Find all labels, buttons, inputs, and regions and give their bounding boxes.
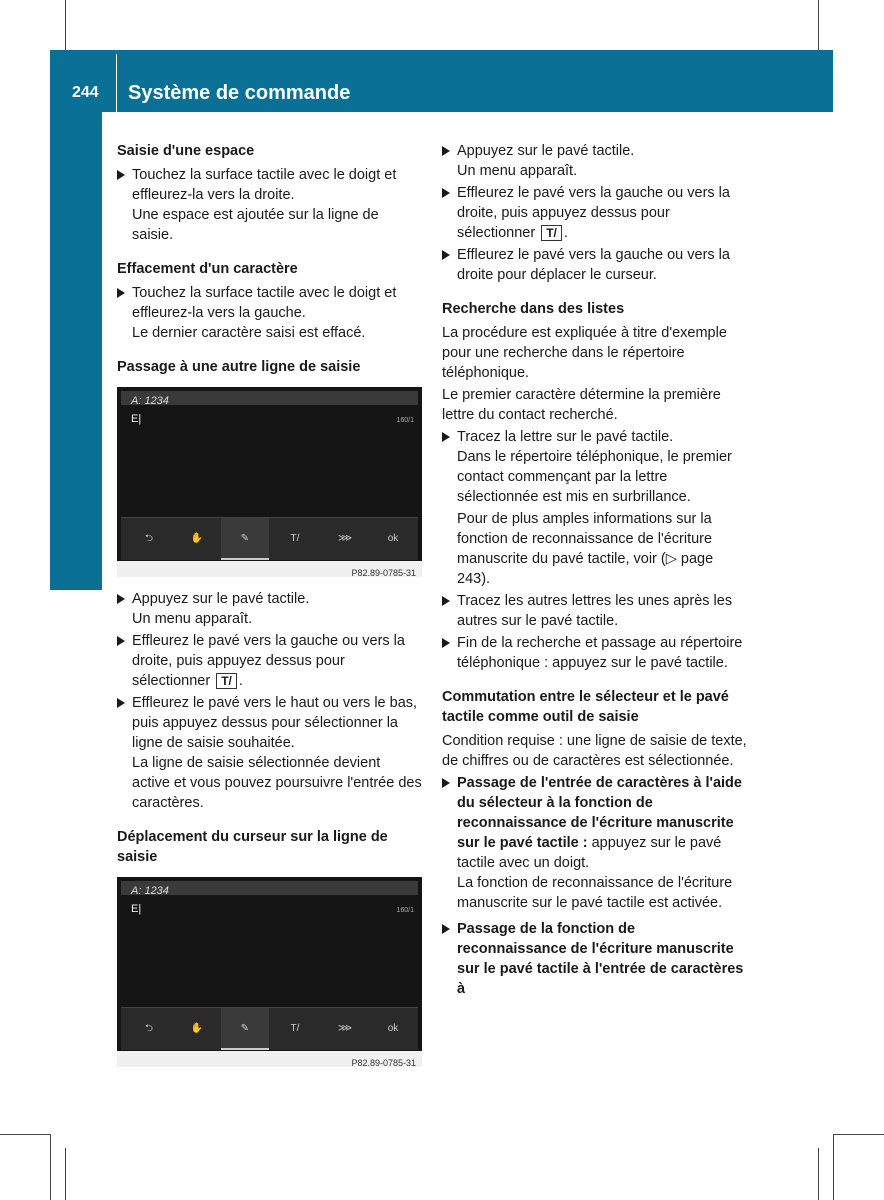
side-label: Audio 20/COMAND Online	[64, 280, 87, 528]
move-cursor-icon: ⋙	[337, 1023, 353, 1034]
back-icon: ⮌	[144, 533, 153, 544]
arrow-icon	[442, 146, 450, 156]
arrow-icon	[442, 250, 450, 260]
move-cursor-icon: ⋙	[337, 533, 353, 544]
step-text: Effleurez le pavé vers la gauche ou vers la droite pour déplacer le curseur.	[457, 247, 730, 283]
step	[117, 589, 422, 609]
step-text: Fin de la recherche et passage au répertoire téléphonique : appuyez sur le pavé tactile.	[457, 635, 743, 671]
result-text: Une espace est ajoutée sur la ligne de saisie.	[132, 207, 379, 243]
paragraph: La procédure est expliquée à titre d'exemple pour une recherche dans le répertoire téléphonique.	[442, 325, 727, 381]
input-mode-key: T/	[216, 673, 237, 689]
step	[442, 183, 748, 243]
back-icon: ⮌	[144, 1023, 153, 1034]
section-heading: Recherche dans des listes	[442, 301, 625, 317]
step-text: Effleurez le pavé vers le haut ou vers le bas, puis appuyez dessus pour sélectionner la ligne de saisie souhaitée.	[132, 695, 418, 751]
step-text: appuyez sur le pavé tactile avec un doigt.	[457, 835, 722, 871]
arrow-icon	[442, 596, 450, 606]
pen-icon: ✎	[221, 518, 269, 560]
arrow-icon	[117, 698, 125, 708]
section-heading: Déplacement du curseur sur la ligne de saisie	[117, 829, 388, 865]
crop-mark	[65, 1148, 66, 1200]
screen-image	[117, 877, 422, 1067]
step-text: Touchez la surface tactile avec le doigt et effleurez-la vers la droite.	[132, 167, 397, 203]
result-text: La fonction de reconnaissance de l'écriture manuscrite sur le pavé tactile est activée.	[457, 875, 733, 911]
arrow-icon	[442, 188, 450, 198]
step-text: Effleurez le pavé vers la gauche ou vers la droite, puis appuyez dessus pour sélectionner	[132, 633, 405, 689]
step	[442, 245, 748, 285]
result-text: La ligne de saisie sélectionnée devient active et vous pouvez poursuivre l'entrée des caractères.	[132, 755, 422, 811]
arrow-icon	[442, 924, 450, 934]
step-text: .	[238, 673, 243, 689]
step-text: Tracez la lettre sur le pavé tactile.	[457, 429, 674, 445]
hand-icon: ✋	[190, 533, 204, 544]
result-text: Un menu apparaît.	[457, 163, 578, 179]
input-mode-key: T/	[541, 225, 562, 241]
result-text: Un menu apparaît.	[132, 611, 253, 627]
crop-mark	[833, 1134, 884, 1135]
ok-button-label: ok	[387, 533, 399, 544]
crop-mark	[833, 1134, 834, 1200]
arrow-icon	[117, 594, 125, 604]
step-text: Appuyez sur le pavé tactile.	[132, 591, 310, 607]
result-text: Dans le répertoire téléphonique, le premier contact commençant par la lettre sélectionnée est mis en surbrillance.	[457, 449, 732, 505]
section-heading: Passage à une autre ligne de saisie	[117, 359, 361, 375]
input-field-label: A: 1234	[131, 885, 169, 897]
step	[442, 591, 748, 631]
arrow-icon	[442, 778, 450, 788]
crop-mark	[818, 0, 819, 50]
step-text: Tracez les autres lettres les unes après les autres sur le pavé tactile.	[457, 593, 733, 629]
hand-icon: ✋	[190, 1023, 204, 1034]
crop-mark	[65, 0, 66, 50]
step-bold-text: Passage de la fonction de reconnaissance de l'écriture manuscrite sur le pavé tactile à l'entrée de caractères à	[457, 921, 744, 997]
page-title: Système de commande	[128, 82, 351, 104]
step	[117, 693, 422, 753]
right-column	[442, 141, 748, 999]
paragraph: Condition requise : une ligne de saisie de texte, de chiffres ou de caractères est sélectionnée.	[442, 733, 747, 769]
screen-toolbar	[121, 517, 418, 560]
image-code: P82.89-0785-31	[351, 1058, 416, 1068]
step-text: Appuyez sur le pavé tactile.	[457, 143, 635, 159]
step	[442, 141, 748, 161]
page-number: 244	[72, 84, 99, 101]
step-text: Touchez la surface tactile avec le doigt et effleurez-la vers la gauche.	[132, 285, 397, 321]
result-text: Le dernier caractère saisi est effacé.	[132, 325, 366, 341]
ok-button-label: ok	[387, 1023, 399, 1034]
arrow-icon	[117, 636, 125, 646]
image-caption	[117, 1051, 422, 1067]
input-cursor-text: E|	[131, 413, 142, 425]
arrow-icon	[442, 432, 450, 442]
image-code: P82.89-0785-31	[351, 568, 416, 578]
arrow-icon	[442, 638, 450, 648]
step	[442, 427, 748, 447]
result-text: Pour de plus amples informations sur la fonction de reconnaissance de l'écriture manuscrite du pavé tactile, voir (▷ page 243).	[457, 511, 714, 587]
screen-image	[117, 387, 422, 577]
step	[442, 633, 748, 673]
section-heading: Commutation entre le sélecteur et le pavé tactile comme outil de saisie	[442, 689, 729, 725]
step	[117, 283, 422, 323]
input-mode-icon: T/	[290, 1023, 300, 1034]
crop-mark	[50, 1134, 51, 1200]
pen-icon: ✎	[221, 1008, 269, 1050]
step	[117, 165, 422, 205]
section-heading: Effacement d'un caractère	[117, 261, 298, 277]
image-caption	[117, 561, 422, 577]
step	[442, 919, 748, 999]
left-column	[117, 141, 422, 1067]
paragraph: Le premier caractère détermine la première lettre du contact recherché.	[442, 387, 721, 423]
char-counter: 160/1	[396, 907, 414, 914]
arrow-icon	[117, 288, 125, 298]
header-divider	[116, 54, 117, 112]
crop-mark	[0, 1134, 50, 1135]
input-field-label: A: 1234	[131, 395, 169, 407]
input-cursor-text: E|	[131, 903, 142, 915]
step-text: Effleurez le pavé vers la gauche ou vers la droite, puis appuyez dessus pour sélectionner	[457, 185, 730, 241]
step	[442, 773, 748, 873]
step-bold-text: Passage de l'entrée de caractères à l'aide du sélecteur à la fonction de reconnaissance de l'écriture manuscrite sur le pavé tactile :	[457, 775, 742, 851]
crop-mark	[818, 1148, 819, 1200]
screen-toolbar	[121, 1007, 418, 1050]
input-mode-icon: T/	[290, 533, 300, 544]
step	[117, 631, 422, 691]
section-heading: Saisie d'une espace	[117, 143, 255, 159]
char-counter: 160/1	[396, 417, 414, 424]
step-text: .	[563, 225, 568, 241]
arrow-icon	[117, 170, 125, 180]
